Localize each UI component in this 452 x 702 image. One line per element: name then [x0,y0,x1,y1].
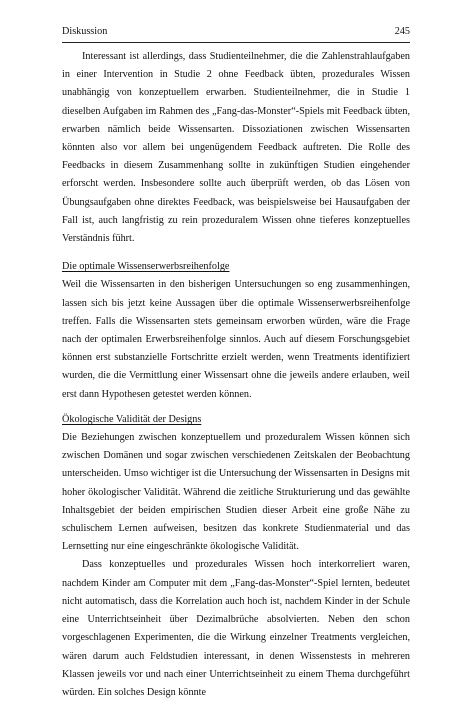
spacer [62,404,410,411]
page-number: 245 [394,26,410,37]
paragraph-field-studies: Dass konzeptuelles und prozedurales Wissen hoch interkorreliert waren, nachdem Kinder am Computer mit dem „Fang-das-Monster“-Spiel lernten, bedeutet nicht automatisch, dass die Korrelation auch hoch ist, nachdem Kinder in der Schule eine Unterrichtseinheit über Dezimalbrüche absolvierten. Neben den schon vorgeschlagenen Experimenten, die die Wirkung einzelner Treatments vergleichen, wären darum auch Feldstudien interessant, in denen Wissenstests in mehreren Klassen jeweils vor und nach einer Unterrichtseinheit zu einem Thema durchgeführt würden. Ein solches Design könnte [62,559,410,698]
heading-acquisition-order: Die optimale Wissenserwerbsreihenfolge [62,261,230,273]
spacer [62,248,410,258]
paragraph-ecological-validity: Die Beziehungen zwischen konzeptuellem und prozeduralem Wissen können sich zwischen Domänen und sogar zwischen verschiedenen Zeitskalen der Beobachtung unterscheiden. Umso wichtiger ist die Untersuchung der Wissensarten in Designs mit hoher ökologischer Validität. Während die zeitliche Strukturierung und das gewählte Inhaltsgebiet der beiden empirischen Studien dieser Arbeit eine große Nähe zu schulischem Lernen aufweisen, besitzen das konkrete Studienmaterial und das Lernsetting nur eine eingeschränkte ökologische Validität. [62,432,410,553]
body-text [62,48,410,702]
header-rule [62,42,410,43]
section-title: Diskussion [62,26,108,37]
running-header [62,25,410,41]
heading-ecological-validity: Ökologische Validität der Designs [62,413,202,425]
paragraph-feedback: Interessant ist allerdings, dass Studienteilnehmer, die die Zahlenstrahlaufgaben in einer Intervention in Studie 2 ohne Feedback übten, prozedurales Wissen unabhängig von konzeptuellem erwarben. Studienteilnehmer, die in Studie 1 dieselben Aufgaben im Rahmen des „Fang-das-Monster“-Spiels mit Feedback übten, erwarben nämlich beide Wissensarten. Dissoziationen zwischen Wissensarten könnten also vor allem bei ungenügendem Feedback auftreten. Die Rolle des Feedbacks in diesem Zusammenhang sollte in zukünftigen Studien eingehender erforscht werden. Insbesondere sollte auch überprüft werden, ob das Lösen von Übungsaufgaben ohne direktes Feedback, was beispielsweise bei Hausaufgaben der Fall ist, auch langfristig zu rein prozeduralem Wissen ohne tieferes konzeptuelles Verständnis führt. [62,51,410,245]
paragraph-acquisition-order: Weil die Wissensarten in den bisherigen Untersuchungen so eng zusammenhingen, lassen sich bis jetzt keine Aussagen über die optimale Wissenserwerbsreihenfolge treffen. Falls die Wissensarten stets gemeinsam erworben würden, wäre die Frage nach der optimalen Erwerbsreihenfolge sinnlos. Auch auf diesem Forschungsgebiet können erst substanzielle Fortschritte erzielt werden, wenn Treatments identifiziert wurden, die die Vermittlung einer Wissensart ohne die jeweils andere erlauben, weil erst dann Hypothesen getestet werden können. [62,279,410,400]
